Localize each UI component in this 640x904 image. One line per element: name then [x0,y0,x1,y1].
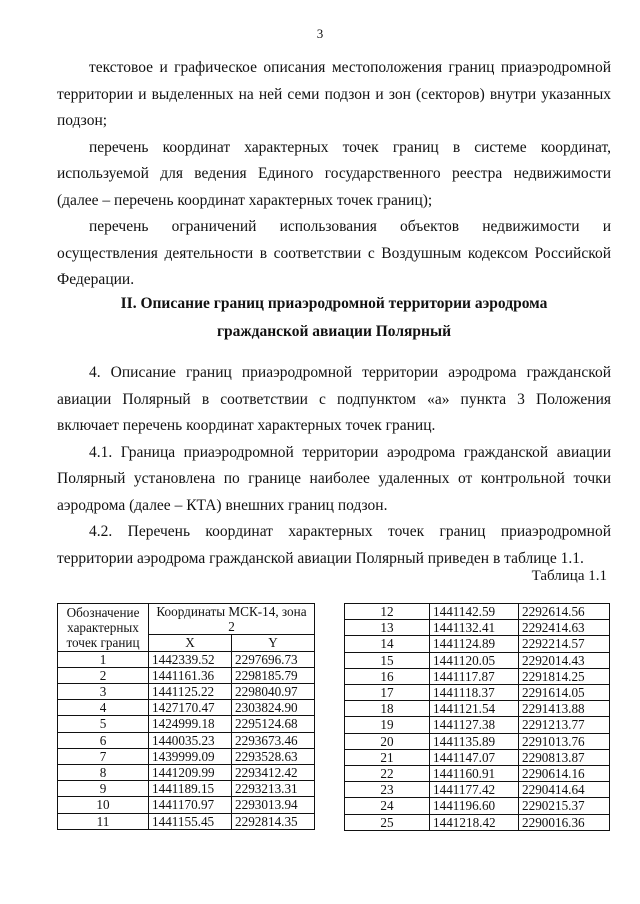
x-coordinate-cell: 1440035.23 [149,732,232,748]
y-coordinate-cell: 2293213.31 [232,781,315,797]
point-number-cell: 23 [345,782,430,798]
point-number-cell: 8 [58,765,149,781]
point-number-cell: 3 [58,684,149,700]
point-number-cell: 19 [345,717,430,733]
point-number-cell: 4 [58,700,149,716]
table-row [58,684,315,700]
y-coordinate-cell: 2293528.63 [232,748,315,764]
point-number-cell: 15 [345,652,430,668]
point-number-cell: 7 [58,748,149,764]
point-number-cell: 14 [345,636,430,652]
y-coordinate-cell: 2292214.57 [519,636,610,652]
table-caption: Таблица 1.1 [531,568,607,584]
table-row [345,782,610,798]
table-row [345,620,610,636]
x-coordinate-cell: 1441161.36 [149,667,232,683]
x-coordinate-cell: 1442339.52 [149,651,232,667]
table-row [345,652,610,668]
table-row [58,667,315,683]
table-row [58,797,315,813]
y-coordinate-cell: 2290414.64 [519,782,610,798]
point-number-cell: 6 [58,732,149,748]
table-row [58,748,315,764]
x-coordinate-cell: 1441127.38 [430,717,519,733]
point-number-cell: 12 [345,604,430,620]
x-coordinate-cell: 1441170.97 [149,797,232,813]
y-coordinate-cell: 2295124.68 [232,716,315,732]
y-coordinate-cell: 2291614.05 [519,685,610,701]
table-row [345,798,610,814]
y-coordinate-cell: 2291413.88 [519,701,610,717]
y-coordinate-cell: 2298040.97 [232,684,315,700]
x-coordinate-cell: 1441147.07 [430,749,519,765]
y-coordinate-cell: 2291013.76 [519,733,610,749]
paragraph: перечень ограничений использования объектов недвижимости и осуществления деятельности в соответствии с Воздушным кодексом Российской Федерации. [57,218,611,288]
table-row [58,765,315,781]
table-row [58,732,315,748]
y-coordinate-cell: 2292614.56 [519,604,610,620]
paragraph: текстовое и графическое описания местоположения границ приаэродромной территории и выделенных на ней семи подзон и зон (секторов) внутри указанных подзон; [57,59,611,129]
table-row [345,717,610,733]
y-coordinate-cell: 2290614.16 [519,766,610,782]
section-heading [57,290,611,346]
y-coordinate-cell: 2290813.87 [519,749,610,765]
paragraph: 4.1. Граница приаэродромной территории аэродрома гражданской авиации Полярный установлена по границе наиболее удаленных от контрольной точки аэродрома (далее – КТА) внешних границ подзон. [57,443,611,514]
y-coordinate-cell: 2290215.37 [519,798,610,814]
point-number-cell: 20 [345,733,430,749]
x-coordinate-cell: 1441132.41 [430,620,519,636]
point-number-cell: 9 [58,781,149,797]
y-coordinate-cell: 2297696.73 [232,651,315,667]
table-row [345,749,610,765]
x-coordinate-cell: 1441160.91 [430,766,519,782]
table-row [58,651,315,667]
y-coordinate-cell: 2292014.43 [519,652,610,668]
x-coordinate-cell: 1424999.18 [149,716,232,732]
table-row [345,668,610,684]
y-coordinate-cell: 2293673.46 [232,732,315,748]
point-number-cell: 25 [345,814,430,830]
header-coordinates: Координаты МСК-14, зона 2 [149,604,315,635]
x-coordinate-cell: 1441120.05 [430,652,519,668]
x-coordinate-cell: 1439999.09 [149,748,232,764]
table-row [58,813,315,829]
y-coordinate-cell: 2293013.94 [232,797,315,813]
table-row [345,814,610,830]
header-points: Обозначение характерных точек границ [58,604,149,652]
point-number-cell: 24 [345,798,430,814]
paragraph: перечень координат характерных точек границ в системе координат, используемой для ведения Единого государственного реестра недвижимости (далее – перечень координат характерных точек границ); [57,138,611,209]
point-number-cell: 2 [58,667,149,683]
point-number-cell: 5 [58,716,149,732]
x-coordinate-cell: 1441189.15 [149,781,232,797]
point-number-cell: 22 [345,766,430,782]
x-coordinate-cell: 1441155.45 [149,813,232,829]
y-coordinate-cell: 2291213.77 [519,717,610,733]
table-row [58,700,315,716]
x-coordinate-cell: 1441196.60 [430,798,519,814]
paragraph: 4. Описание границ приаэродромной территории аэродрома гражданской авиации Полярный в соответствии с подпунктом «а» пункта 3 Положения включает перечень координат характерных точек границ. [57,364,611,434]
header-y: Y [232,635,315,651]
x-coordinate-cell: 1441218.42 [430,814,519,830]
x-coordinate-cell: 1441177.42 [430,782,519,798]
x-coordinate-cell: 1441117.87 [430,668,519,684]
y-coordinate-cell: 2292814.35 [232,813,315,829]
point-number-cell: 16 [345,668,430,684]
y-coordinate-cell: 2292414.63 [519,620,610,636]
point-number-cell: 13 [345,620,430,636]
table-row [345,701,610,717]
x-coordinate-cell: 1441142.59 [430,604,519,620]
x-coordinate-cell: 1441121.54 [430,701,519,717]
x-coordinate-cell: 1427170.47 [149,700,232,716]
y-coordinate-cell: 2303824.90 [232,700,315,716]
x-coordinate-cell: 1441209.99 [149,765,232,781]
x-coordinate-cell: 1441118.37 [430,685,519,701]
x-coordinate-cell: 1441125.22 [149,684,232,700]
coordinates-table-left [57,603,315,830]
section-text-block [57,360,611,572]
point-number-cell: 17 [345,685,430,701]
table-row [58,716,315,732]
section-heading-line: гражданской авиации Полярный [216,323,452,340]
table-row [345,733,610,749]
point-number-cell: 18 [345,701,430,717]
table-row [345,636,610,652]
x-coordinate-cell: 1441124.89 [430,636,519,652]
header-x: X [149,635,232,651]
point-number-cell: 1 [58,651,149,667]
coordinates-table-right [344,603,610,831]
paragraph: 4.2. Перечень координат характерных точек границ приаэродромной территории аэродрома гражданской авиации Полярный приведен в таблице 1.1. [57,523,611,567]
intro-text-block [57,55,611,294]
point-number-cell: 11 [58,813,149,829]
section-heading-line: II. Описание границ приаэродромной территории аэродрома [120,295,548,312]
table-row [345,766,610,782]
point-number-cell: 21 [345,749,430,765]
table-row [345,685,610,701]
y-coordinate-cell: 2290016.36 [519,814,610,830]
y-coordinate-cell: 2293412.42 [232,765,315,781]
table-row [58,781,315,797]
point-number-cell: 10 [58,797,149,813]
y-coordinate-cell: 2298185.79 [232,667,315,683]
page-number: 3 [316,26,324,41]
y-coordinate-cell: 2291814.25 [519,668,610,684]
table-row [345,604,610,620]
x-coordinate-cell: 1441135.89 [430,733,519,749]
